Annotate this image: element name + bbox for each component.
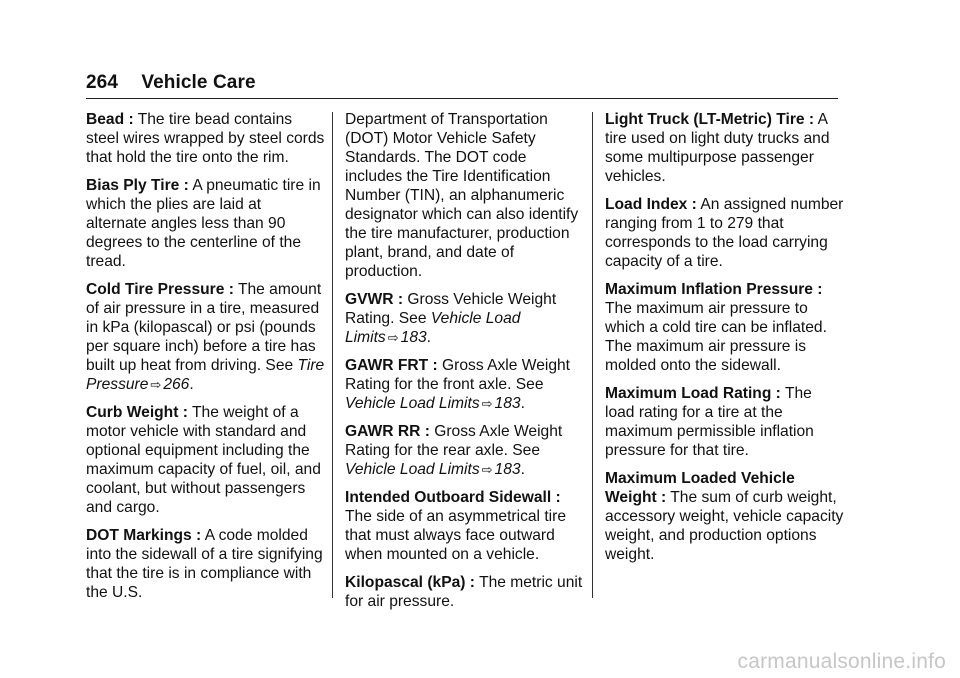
- definition-light-truck-tire: A tire used on light duty trucks and some multipurpose passenger vehicles.: [605, 111, 830, 185]
- page-ref-arrow-icon: ⇨: [150, 377, 162, 392]
- term-gvwr: GVWR :: [345, 291, 404, 308]
- page-ref-arrow-icon: ⇨: [387, 330, 399, 345]
- cross-reference-link[interactable]: Vehicle Load Limits: [345, 461, 480, 478]
- term-bead: Bead :: [86, 111, 134, 128]
- definition-maximum-load-rating: The load rating for a tire at the maximum permissible inflation pressure for that tire.: [605, 385, 814, 459]
- term-kilopascal: Kilopascal (kPa) :: [345, 574, 475, 591]
- definition-curb-weight: The weight of a motor vehicle with standard and optional equipment including the maximum capacity of fuel, oil, and coolant, but without passengers and cargo.: [86, 404, 321, 516]
- glossary-entry-intended-outboard-sidewall: [345, 488, 585, 564]
- punctuation: .: [189, 376, 194, 393]
- term-dot-markings: DOT Markings :: [86, 527, 202, 544]
- glossary-entry-load-index: [605, 195, 845, 271]
- glossary-entry-bias-ply: [86, 176, 326, 271]
- glossary-entry-bead: [86, 110, 326, 167]
- punctuation: .: [520, 395, 525, 412]
- definition-dot-markings-continued: Department of Transportation (DOT) Motor Vehicle Safety Standards. The DOT code includes the Tire Identification Number (TIN), an alphanumeric designator which can also identify the tire manufacturer, production plant, brand, and date of production.: [345, 111, 579, 280]
- definition-maximum-loaded-vehicle-weight: The sum of curb weight, accessory weight, vehicle capacity weight, and production options weight.: [605, 489, 844, 563]
- glossary-entry-maximum-inflation-pressure: [605, 280, 845, 375]
- definition-maximum-inflation-pressure: The maximum air pressure to which a cold tire can be inflated. The maximum air pressure is molded onto the sidewall.: [605, 300, 827, 374]
- definition-dot-markings: A code molded into the sidewall of a tire signifying that the tire is in compliance with the U.S.: [86, 527, 323, 601]
- definition-gvwr: Gross Vehicle Weight Rating. See: [345, 291, 557, 327]
- column-middle: [345, 110, 585, 620]
- page-ref-arrow-icon: ⇨: [481, 396, 493, 411]
- definition-bead: The tire bead contains steel wires wrapped by steel cords that hold the tire onto the rim.: [86, 111, 325, 166]
- section-title: Vehicle Care: [141, 72, 256, 93]
- glossary-entry-light-truck-tire: [605, 110, 845, 186]
- term-curb-weight: Curb Weight :: [86, 404, 188, 421]
- punctuation: .: [426, 329, 432, 346]
- glossary-entry-cold-tire-pressure: [86, 280, 326, 394]
- page-ref-arrow-icon: ⇨: [481, 462, 493, 477]
- definition-gawr-rr: Gross Axle Weight Rating for the rear axle. See: [345, 423, 563, 459]
- term-bias-ply: Bias Ply Tire :: [86, 177, 189, 194]
- cross-reference-link[interactable]: Vehicle Load Limits: [345, 395, 480, 412]
- term-load-index: Load Index :: [605, 196, 697, 213]
- page-number: 264: [86, 72, 119, 93]
- header-rule: [86, 98, 838, 99]
- term-intended-outboard-sidewall: Intended Outboard Sidewall :: [345, 489, 561, 506]
- page-reference[interactable]: 183: [494, 395, 521, 412]
- term-light-truck-tire: Light Truck (LT-Metric) Tire :: [605, 111, 815, 128]
- punctuation: .: [520, 461, 525, 478]
- glossary-entry-gvwr: [345, 290, 585, 347]
- definition-load-index: An assigned number ranging from 1 to 279 that corresponds to the load carrying capacity of a tire.: [605, 196, 844, 270]
- cross-reference-link[interactable]: Tire Pressure: [86, 357, 325, 393]
- page-header: [86, 72, 256, 94]
- glossary-entry-curb-weight: [86, 403, 326, 517]
- glossary-entry-dot-markings: [86, 526, 326, 602]
- definition-bias-ply: A pneumatic tire in which the plies are laid at alternate angles less than 90 degrees to the centerline of the tread.: [86, 177, 321, 270]
- cross-reference-link[interactable]: Vehicle Load Limits: [345, 310, 521, 346]
- term-maximum-inflation-pressure: Maximum Inflation Pressure :: [605, 281, 823, 298]
- definition-gawr-frt: Gross Axle Weight Rating for the front axle. See: [345, 357, 571, 393]
- column-right: [605, 110, 845, 573]
- term-gawr-rr: GAWR RR :: [345, 423, 430, 440]
- glossary-entry-gawr-rr: [345, 422, 585, 479]
- column-left: [86, 110, 326, 611]
- glossary-entry-kilopascal: [345, 573, 585, 611]
- page-reference[interactable]: 266: [163, 376, 190, 393]
- term-cold-tire-pressure: Cold Tire Pressure :: [86, 281, 234, 298]
- column-divider-right: [592, 112, 593, 598]
- column-divider-left: [332, 112, 333, 598]
- glossary-entry-gawr-frt: [345, 356, 585, 413]
- definition-kilopascal: The metric unit for air pressure.: [345, 574, 583, 610]
- site-watermark: carmanualsonline.info: [737, 650, 946, 673]
- definition-intended-outboard-sidewall: The side of an asymmetrical tire that must always face outward when mounted on a vehicle.: [345, 508, 566, 563]
- page-reference[interactable]: 183: [400, 329, 427, 346]
- definition-cold-tire-pressure: The amount of air pressure in a tire, measured in kPa (kilopascal) or psi (pounds per square inch) before a tire has built up heat from driving. See: [86, 281, 322, 374]
- term-maximum-load-rating: Maximum Load Rating :: [605, 385, 781, 402]
- term-maximum-loaded-vehicle-weight: Maximum Loaded Vehicle Weight :: [605, 470, 795, 506]
- term-gawr-frt: GAWR FRT :: [345, 357, 438, 374]
- glossary-entry-maximum-loaded-vehicle-weight: [605, 469, 845, 564]
- page-reference[interactable]: 183: [494, 461, 521, 478]
- glossary-entry-maximum-load-rating: [605, 384, 845, 460]
